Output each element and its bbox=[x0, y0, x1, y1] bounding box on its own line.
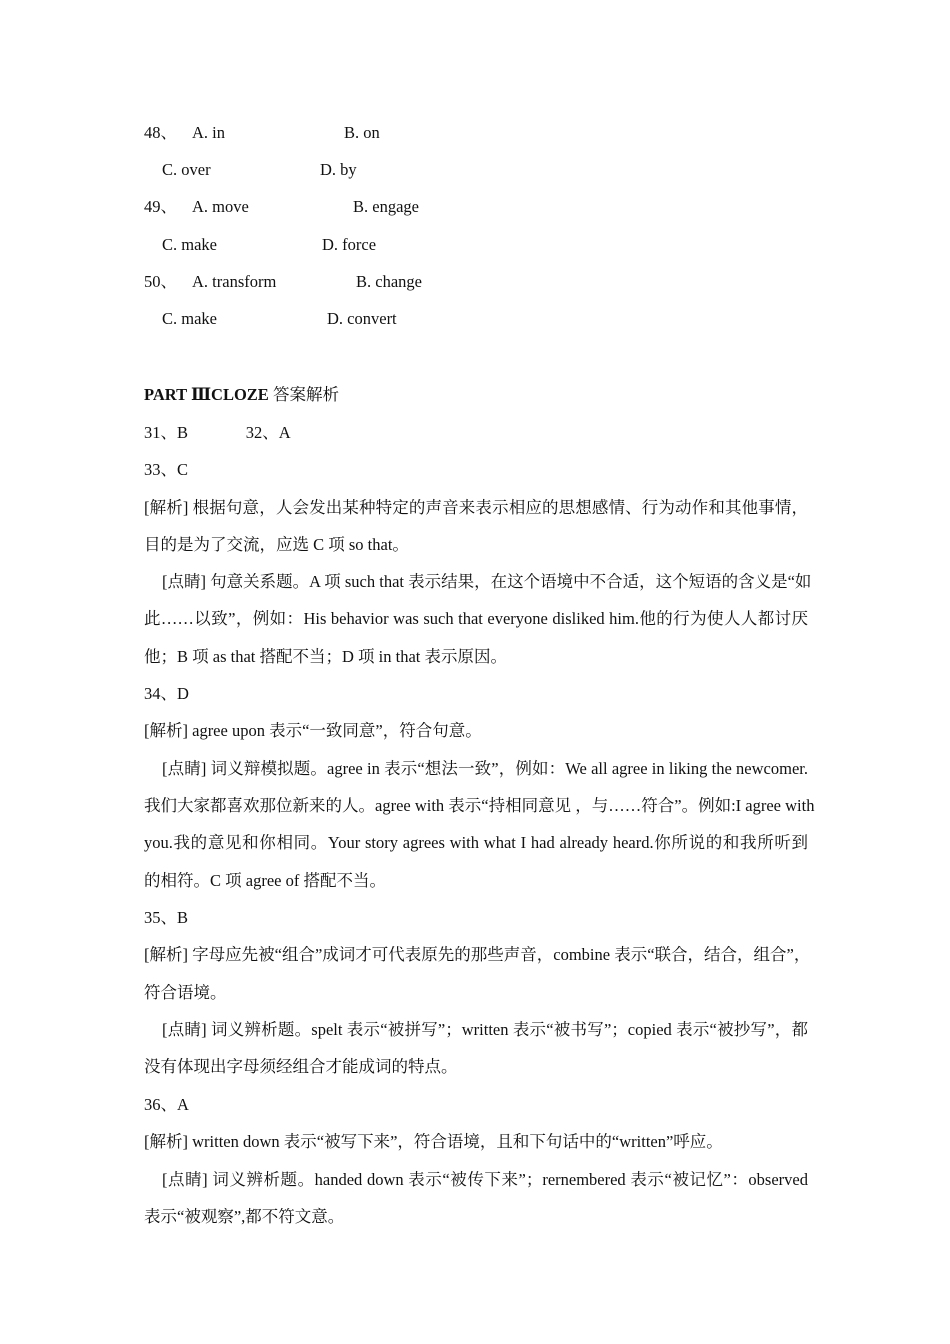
answer-31-32: 31、B 32、A bbox=[144, 423, 291, 442]
answer-33-note-line: 他；B 项 as that 搭配不当；D 项 in that 表示原因。 bbox=[144, 647, 507, 666]
answer-33-analysis-line: 目的是为了交流，应选 C 项 so that。 bbox=[144, 535, 409, 554]
section-title bbox=[144, 384, 808, 406]
answer-33-analysis-line: [解析] 根据句意，人会发出某种特定的声音来表示相应的思想感情、行为动作和其他事情， bbox=[144, 498, 808, 517]
answer-33: 33、C bbox=[144, 460, 189, 479]
option-c: C. over bbox=[162, 160, 211, 179]
section-title-suffix: 答案解析 bbox=[268, 385, 339, 404]
answer-34-note-line: 我们大家都喜欢那位新来的人。agree with 表示“持相同意见 ，与……符合”。例如:I agree with bbox=[144, 796, 815, 815]
option-d: D. force bbox=[322, 235, 377, 254]
option-d: D. convert bbox=[327, 309, 397, 328]
option-a: A. move bbox=[192, 197, 249, 216]
answer-35-analysis-line: 符合语境。 bbox=[144, 983, 227, 1002]
question-number: 49、 bbox=[144, 197, 177, 216]
question-number: 48、 bbox=[144, 123, 177, 142]
option-b: B. change bbox=[356, 272, 422, 291]
option-b: B. on bbox=[344, 123, 380, 142]
answer-35-note-line: [点睛] 词义辨析题。spelt 表示“被拼写”；written 表示“被书写”；copied 表示“被抄写”，都 bbox=[162, 1020, 808, 1039]
section-title-bold: PART ⅢCLOZE bbox=[144, 385, 269, 404]
answer-33-note-line: 此……以致”，例如：His behavior was such that everyone disliked him.他的行为使人人都讨厌 bbox=[144, 609, 808, 628]
answer-34-note-line: 的相符。C 项 agree of 搭配不当。 bbox=[144, 871, 386, 890]
answer-35: 35、B bbox=[144, 908, 189, 927]
option-a: A. transform bbox=[192, 272, 277, 291]
answer-34: 34、D bbox=[144, 684, 189, 703]
question-number: 50、 bbox=[144, 272, 177, 291]
answer-35-note-line: 没有体现出字母须经组合才能成词的特点。 bbox=[144, 1057, 458, 1076]
answer-33-note-line: [点睛] 句意关系题。A 项 such that 表示结果，在这个语境中不合适，这个短语的含义是“如 bbox=[162, 572, 812, 591]
option-c: C. make bbox=[162, 309, 217, 328]
answer-36: 36、A bbox=[144, 1095, 189, 1114]
answer-36-analysis-line: [解析] written down 表示“被写下来”，符合语境，且和下句话中的“written”呼应。 bbox=[144, 1132, 723, 1151]
answer-36-note-line: [点睛] 词义辨析题。handed down 表示“被传下来”；rernembered 表示“被记忆”：observed bbox=[162, 1170, 808, 1189]
option-b: B. engage bbox=[353, 197, 419, 216]
option-c: C. make bbox=[162, 235, 217, 254]
answer-34-analysis-line: [解析] agree upon 表示“一致同意”，符合句意。 bbox=[144, 721, 482, 740]
answer-35-analysis-line: [解析] 字母应先被“组合”成词才可代表原先的那些声音，combine 表示“联合，结合，组合”， bbox=[144, 945, 811, 964]
option-d: D. by bbox=[320, 160, 357, 179]
answer-36-note-line: 表示“被观察”,都不符文意。 bbox=[144, 1207, 345, 1226]
answer-34-note-line: [点睛] 词义辩模拟题。agree in 表示“想法一致”，例如：We all agree in liking the newcomer. bbox=[162, 759, 808, 778]
option-a: A. in bbox=[192, 123, 225, 142]
answer-34-note-line: you.我的意见和你相同。Your story agrees with what I had already heard.你所说的和我所听到 bbox=[144, 833, 808, 852]
